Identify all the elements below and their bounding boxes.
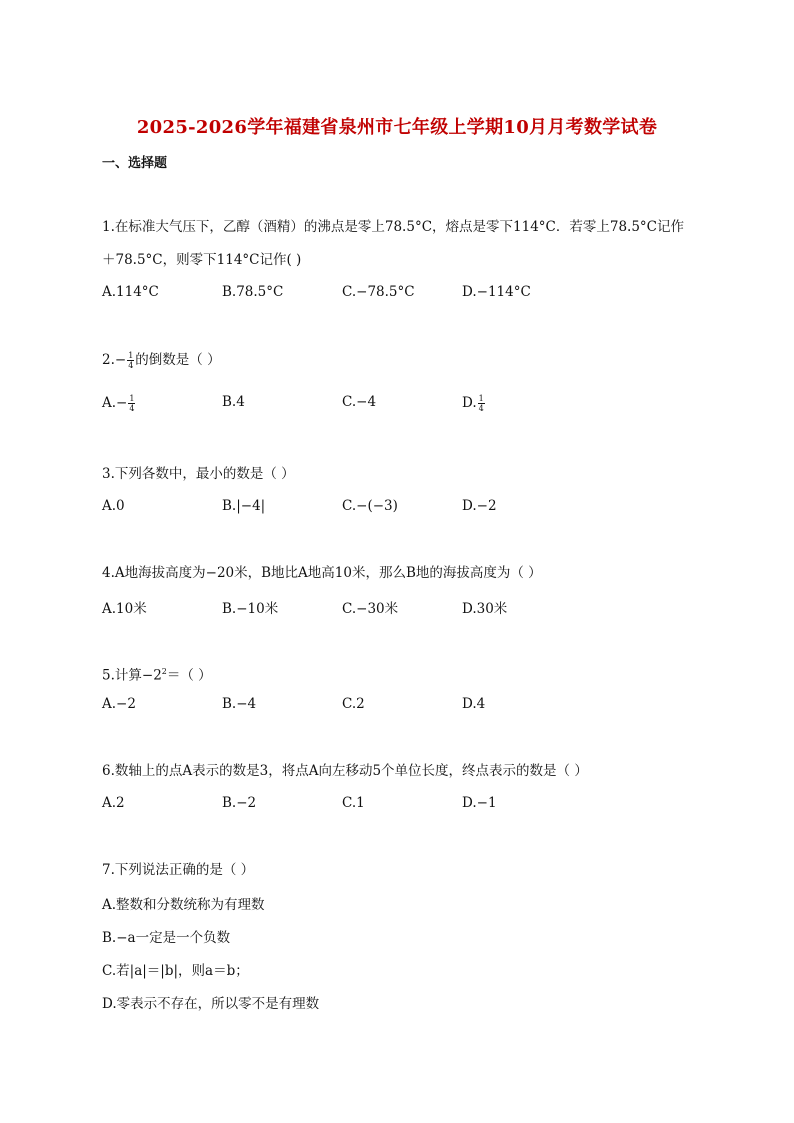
question-1-options [102, 284, 702, 304]
q4-option-b[interactable]: B.−10米 [222, 601, 279, 617]
q3-option-d[interactable]: D.−2 [462, 498, 497, 514]
question-2-options [102, 394, 702, 414]
q5-prefix: 5.计算−2 [102, 667, 162, 684]
q2-option-a-prefix: A.− [102, 395, 128, 411]
q5-option-b[interactable]: B.−4 [222, 696, 257, 712]
q1-option-c[interactable]: C.−78.5°C [342, 284, 415, 300]
question-4-options [102, 597, 702, 617]
q3-option-b[interactable]: B.|−4| [222, 498, 266, 514]
q3-option-a[interactable]: A.0 [102, 498, 125, 514]
q2-option-c[interactable]: C.−4 [342, 394, 377, 410]
q2-prefix: 2.− [102, 352, 127, 368]
q1-option-a[interactable]: A.114°C [102, 284, 159, 300]
q2-option-d-den: 4 [478, 404, 484, 413]
q2-option-a[interactable] [102, 394, 136, 413]
q2-option-a-fraction [128, 394, 135, 413]
question-6-options [102, 795, 702, 815]
q5-option-a[interactable]: A.−2 [102, 696, 136, 712]
exam-title: 2025-2026学年福建省泉州市七年级上学期10月月考数学试卷 [136, 117, 658, 138]
q4-option-c[interactable]: C.−30米 [342, 601, 399, 617]
question-5-options [102, 696, 702, 716]
question-5 [102, 662, 212, 686]
question-1-line-1: 1.在标准大气压下，乙醇（酒精）的沸点是零上78.5°C，熔点是零下114°C．若零上78.5°C记作 [102, 219, 685, 235]
q5-exponent: 2 [161, 667, 167, 676]
q2-suffix: 的倒数是（ ） [135, 352, 221, 368]
q7-option-d[interactable]: D.零表示不存在，所以零不是有理数 [102, 996, 320, 1012]
q6-option-d[interactable]: D.−1 [462, 795, 497, 811]
q1-option-b[interactable]: B.78.5°C [222, 284, 284, 300]
q2-fraction [127, 351, 134, 370]
q2-frac-den: 4 [128, 361, 134, 370]
q2-option-a-den: 4 [129, 404, 135, 413]
q2-option-a-num: 1 [129, 394, 135, 403]
q1-option-d[interactable]: D.−114°C [462, 284, 531, 300]
q5-suffix: ＝（ ） [166, 667, 212, 684]
q2-option-b[interactable]: B.4 [222, 394, 245, 410]
question-2 [102, 350, 221, 370]
q6-option-a[interactable]: A.2 [102, 795, 125, 811]
q7-option-c[interactable]: C.若|a|＝|b|，则a＝b； [102, 963, 249, 979]
q7-option-b[interactable]: B.−a一定是一个负数 [102, 930, 231, 946]
q7-option-a[interactable]: A.整数和分数统称为有理数 [102, 897, 265, 913]
q2-option-d[interactable] [462, 394, 486, 413]
question-1-line-2: ＋78.5°C，则零下114°C记作( ) [102, 252, 302, 268]
q2-option-d-fraction [478, 394, 485, 413]
q2-option-d-num: 1 [478, 394, 484, 403]
section-heading: 一、选择题 [102, 156, 168, 171]
q5-option-c[interactable]: C.2 [342, 696, 365, 712]
q6-option-b[interactable]: B.−2 [222, 795, 257, 811]
q6-option-c[interactable]: C.1 [342, 795, 365, 811]
q5-option-d[interactable]: D.4 [462, 696, 486, 712]
q2-option-d-prefix: D. [462, 395, 477, 411]
question-7: 7.下列说法正确的是（ ） [102, 862, 255, 878]
question-3: 3.下列各数中，最小的数是（ ） [102, 466, 295, 482]
q3-option-c[interactable]: C.−(−3) [342, 498, 398, 514]
q4-option-d[interactable]: D.30米 [462, 601, 508, 617]
question-4: 4.A地海拔高度为−20米，B地比A地高10米，那么B地的海拔高度为（ ） [102, 565, 542, 581]
q4-option-a[interactable]: A.10米 [102, 601, 147, 617]
question-3-options [102, 498, 702, 518]
question-6: 6.数轴上的点A表示的数是3，将点A向左移动5个单位长度，终点表示的数是（ ） [102, 763, 588, 779]
q2-frac-num: 1 [128, 351, 134, 360]
